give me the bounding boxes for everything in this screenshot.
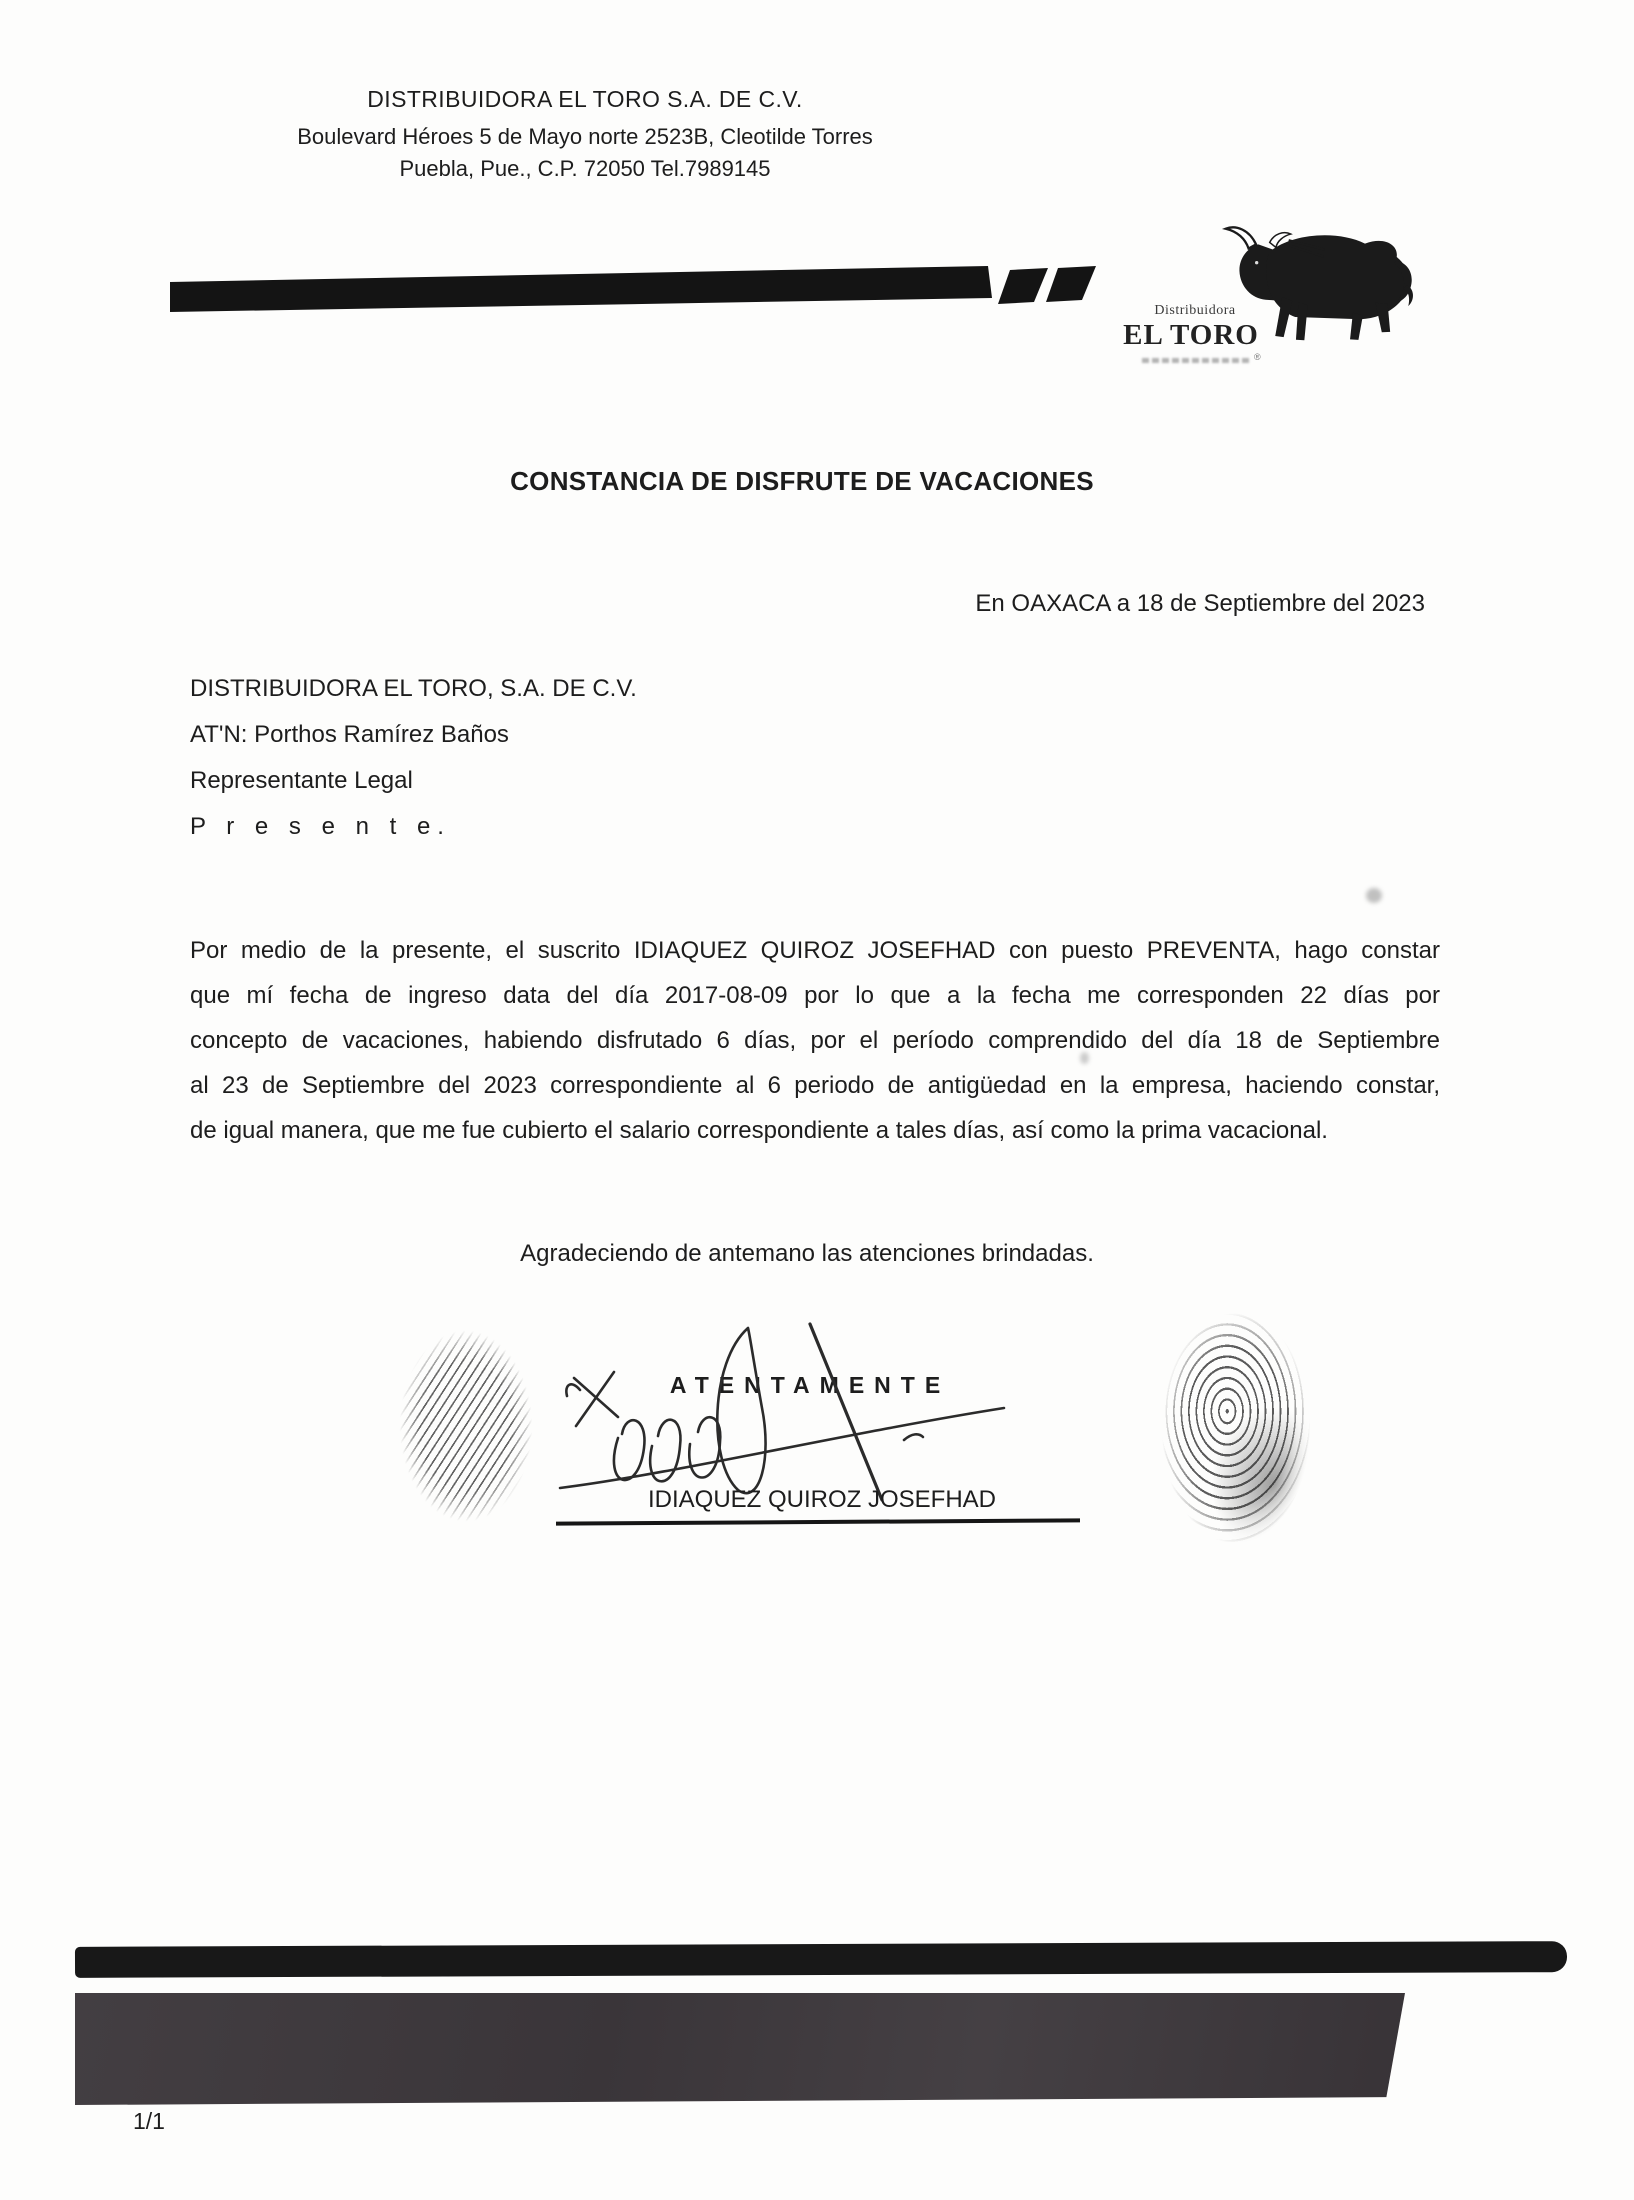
logo-eltoro-text: EL TORO [1123, 319, 1259, 351]
signature-line [556, 1518, 1080, 1525]
letterhead-company: DISTRIBUIDORA EL TORO S.A. DE C.V. [367, 86, 803, 112]
page-number: 1/1 [133, 2108, 165, 2134]
body-line: concepto de vacaciones, habiendo disfrutado 6 días, por el período comprendido del día 18 de Septiembre [190, 1027, 1440, 1054]
handwritten-signature [552, 1320, 1020, 1508]
logo-tagline-illegible [1142, 358, 1250, 363]
scan-smudge [1080, 1052, 1089, 1064]
footer-divider-bar-thick [75, 1993, 1405, 2105]
atentamente-label: ATENTAMENTE [669, 1372, 951, 1398]
recipient-company: DISTRIBUIDORA EL TORO, S.A. DE C.V. [190, 675, 637, 702]
recipient-attention: AT'N: Porthos Ramírez Baños [190, 721, 509, 748]
body-line: Por medio de la presente, el suscrito IDIAQUEZ QUIROZ JOSEFHAD con puesto PREVENTA, hago constar [190, 937, 1440, 964]
body-line: al 23 de Septiembre del 2023 correspondiente al 6 periodo de antigüedad en la empresa, haciendo constar, [190, 1072, 1440, 1099]
letterhead [0, 84, 1170, 183]
recipient-role: Representante Legal [190, 767, 413, 794]
logo-distribuidora-text: Distribuidora [1154, 303, 1236, 318]
date-line: En OAXACA a 18 de Septiembre del 2023 [975, 590, 1425, 617]
registered-trademark-symbol: ® [1254, 352, 1261, 362]
letterhead-address-line2: Puebla, Pue., C.P. 72050 Tel.7989145 [399, 155, 771, 181]
fingerprint-right [1148, 1292, 1324, 1576]
closing-thanks: Agradeciendo de antemano las atenciones brindadas. [520, 1240, 1094, 1267]
header-divider-bar [166, 260, 1106, 320]
document-title: CONSTANCIA DE DISFRUTE DE VACACIONES [510, 466, 1094, 496]
company-logo [1090, 195, 1420, 385]
recipient-salutation: P r e s e n t e. [190, 813, 451, 840]
recipient-block [190, 666, 637, 850]
body-paragraph [190, 928, 1440, 1153]
footer-divider-bar-thin [75, 1941, 1567, 1978]
scan-smudge [1366, 888, 1382, 903]
signer-name: IDIAQUEZ QUIROZ JOSEFHAD [647, 1486, 997, 1513]
body-line: que mí fecha de ingreso data del día 2017-08-09 por lo que a la fecha me corresponden 22 días por [190, 982, 1440, 1009]
body-line: de igual manera, que me fue cubierto el salario correspondiente a tales días, así como la prima vacacional. [190, 1117, 1328, 1144]
letterhead-address-line1: Boulevard Héroes 5 de Mayo norte 2523B, Cleotilde Torres [297, 124, 873, 150]
